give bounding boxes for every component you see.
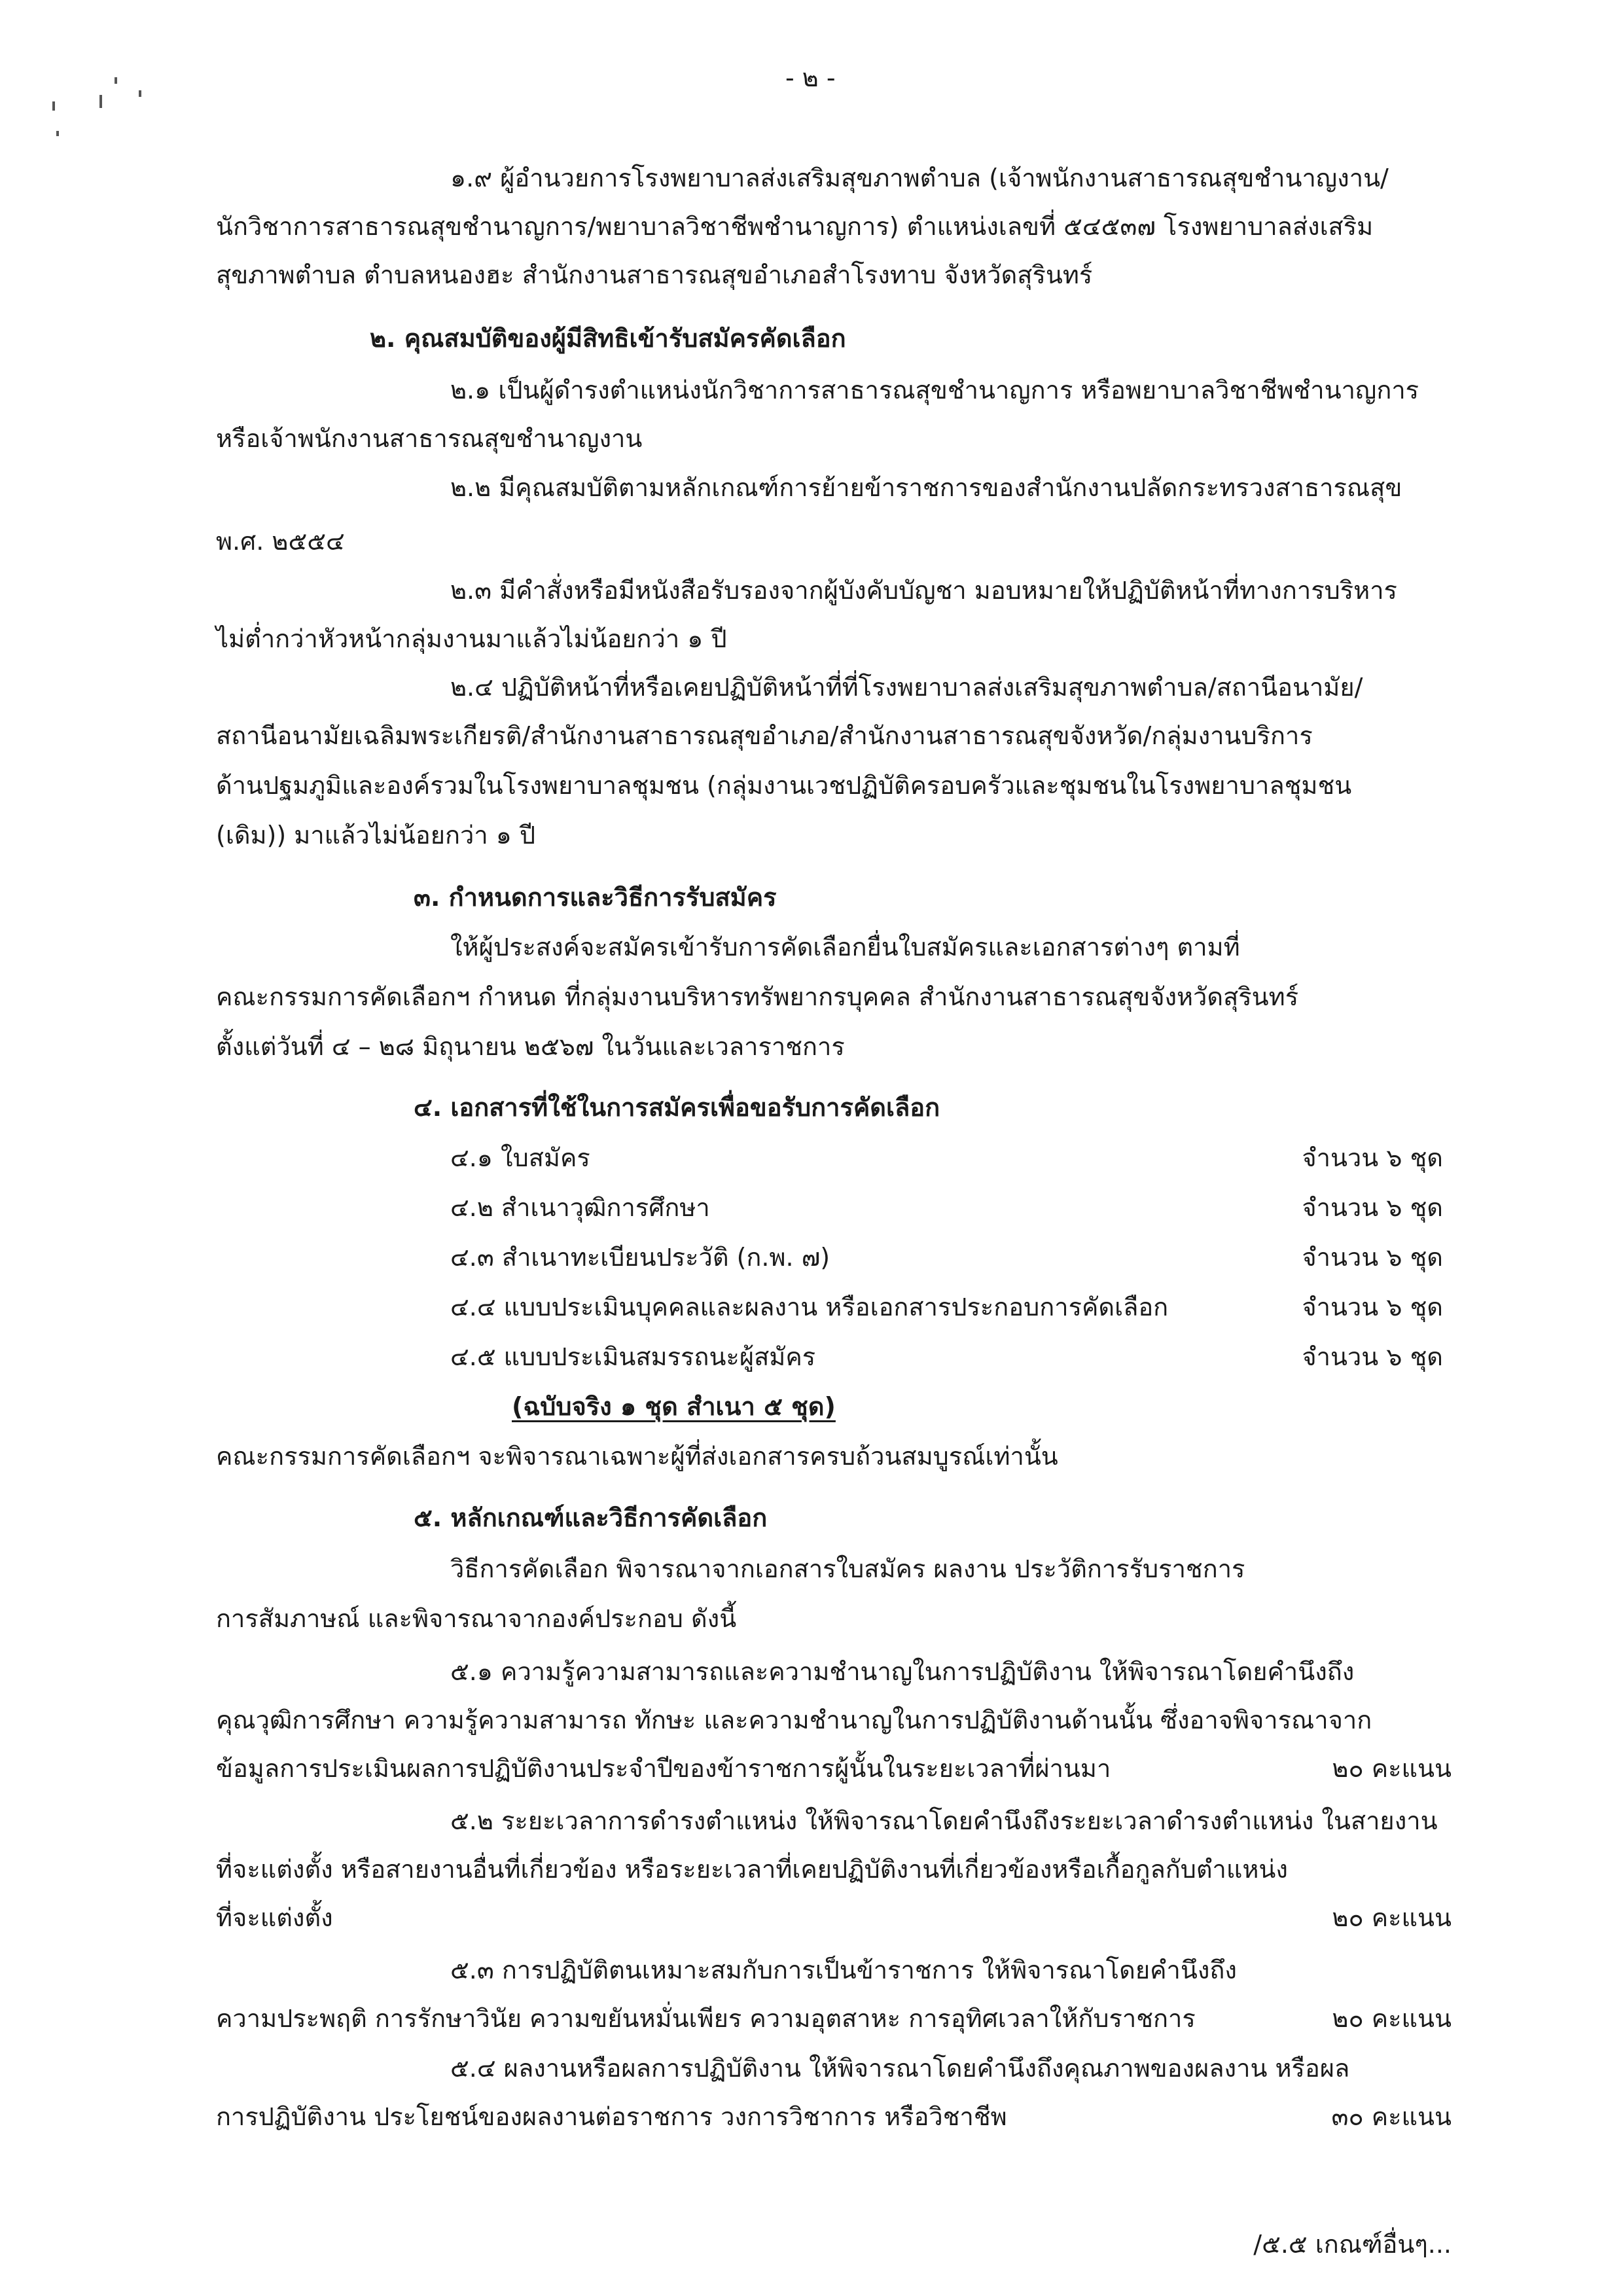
section-3-line2: คณะกรรมการคัดเลือกฯ กำหนด ที่กลุ่มงานบริหารทรัพยากรบุคคล สำนักงานสาธารณสุขจังหวัดสุรินทร์ <box>216 982 1299 1011</box>
criterion-5-4-line2: การปฏิบัติงาน ประโยชน์ของผลงานต่อราชการ วงการวิชาการ หรือวิชาชีพ <box>216 2102 1007 2131</box>
doc-item-label: ๔.๓ สำเนาทะเบียนประวัติ (ก.พ. ๗) <box>450 1243 830 1272</box>
doc-item-qty: จำนวน ๖ ชุด <box>1302 1193 1443 1222</box>
item-2-4-line2: สถานีอนามัยเฉลิมพระเกียรติ/สำนักงานสาธารณสุขอำเภอ/สำนักงานสาธารณสุขจังหวัด/กลุ่มงานบริการ <box>216 721 1313 750</box>
committee-note: คณะกรรมการคัดเลือกฯ จะพิจารณาเฉพาะผู้ที่ส่งเอกสารครบถ้วนสมบูรณ์เท่านั้น <box>216 1442 1058 1471</box>
item-2-1-line1: ๒.๑ เป็นผู้ดำรงตำแหน่งนักวิชาการสาธารณสุขชำนาญการ หรือพยาบาลวิชาชีพชำนาญการ <box>450 376 1419 404</box>
section-3-line3: ตั้งแต่วันที่ ๔ – ๒๘ มิถุนายน ๒๕๖๗ ในวันและเวลาราชการ <box>216 1032 845 1061</box>
item-2-4-line1: ๒.๔ ปฏิบัติหน้าที่หรือเคยปฏิบัติหน้าที่ที่โรงพยาบาลส่งเสริมสุขภาพตำบล/สถานีอนามัย/ <box>450 673 1363 702</box>
criterion-5-1-score: ๒๐ คะแนน <box>1332 1754 1452 1783</box>
criterion-5-3-line1: ๕.๓ การปฏิบัติตนเหมาะสมกับการเป็นข้าราชการ ให้พิจารณาโดยคำนึงถึง <box>450 1956 1237 1984</box>
doc-item-qty: จำนวน ๖ ชุด <box>1302 1293 1443 1321</box>
doc-item-label: ๔.๑ ใบสมัคร <box>450 1143 590 1172</box>
doc-item-label: ๔.๒ สำเนาวุฒิการศึกษา <box>450 1193 710 1222</box>
scan-artifact <box>115 77 117 84</box>
doc-item-qty: จำนวน ๖ ชุด <box>1302 1243 1443 1272</box>
doc-item-qty: จำนวน ๖ ชุด <box>1302 1342 1443 1371</box>
criterion-5-2-line2: ที่จะแต่งตั้ง หรือสายงานอื่นที่เกี่ยวข้อง หรือระยะเวลาที่เคยปฏิบัติงานที่เกี่ยวข้องหรือเกื้อกูลกับตำแหน่ง <box>216 1855 1288 1884</box>
scan-artifact <box>52 101 55 111</box>
continued-footer: /๕.๕ เกณฑ์อื่นๆ... <box>1253 2230 1452 2259</box>
criterion-5-3-score: ๒๐ คะแนน <box>1332 2004 1452 2033</box>
item-2-4-line4: (เดิม)) มาแล้วไม่น้อยกว่า ๑ ปี <box>216 821 536 850</box>
criterion-5-1-line3: ข้อมูลการประเมินผลการปฏิบัติงานประจำปีของข้าราชการผู้นั้นในระยะเวลาที่ผ่านมา <box>216 1754 1111 1783</box>
scan-artifact <box>56 131 59 136</box>
item-1-9-line3: สุขภาพตำบล ตำบลหนองฮะ สำนักงานสาธารณสุขอำเภอสำโรงทาบ จังหวัดสุรินทร์ <box>216 260 1093 289</box>
criterion-5-4-line1: ๕.๔ ผลงานหรือผลการปฏิบัติงาน ให้พิจารณาโดยคำนึงถึงคุณภาพของผลงาน หรือผล <box>450 2054 1350 2083</box>
item-2-3-line2: ไม่ต่ำกว่าหัวหน้ากลุ่มงานมาแล้วไม่น้อยกว่า ๑ ปี <box>216 624 727 653</box>
item-1-9-line1: ๑.๙ ผู้อำนวยการโรงพยาบาลส่งเสริมสุขภาพตำบล (เจ้าพนักงานสาธารณสุขชำนาญงาน/ <box>450 164 1389 192</box>
section-2-heading: ๒. คุณสมบัติของผู้มีสิทธิเข้ารับสมัครคัดเลือก <box>370 324 846 353</box>
doc-item-label: ๔.๔ แบบประเมินบุคคลและผลงาน หรือเอกสารประกอบการคัดเลือก <box>450 1293 1169 1321</box>
section-3-line1: ให้ผู้ประสงค์จะสมัครเข้ารับการคัดเลือกยื่นใบสมัครและเอกสารต่างๆ ตามที่ <box>450 933 1240 961</box>
criterion-5-2-line1: ๕.๒ ระยะเวลาการดำรงตำแหน่ง ให้พิจารณาโดยคำนึงถึงระยะเวลาดำรงตำแหน่ง ในสายงาน <box>450 1806 1438 1835</box>
section-4-heading: ๔. เอกสารที่ใช้ในการสมัครเพื่อขอรับการคัดเลือก <box>414 1093 940 1122</box>
item-1-9-line2: นักวิชาการสาธารณสุขชำนาญการ/พยาบาลวิชาชีพชำนาญการ) ตำแหน่งเลขที่ ๕๔๕๓๗ โรงพยาบาลส่งเสริม <box>216 212 1374 241</box>
criterion-5-1-line1: ๕.๑ ความรู้ความสามารถและความชำนาญในการปฏิบัติงาน ให้พิจารณาโดยคำนึงถึง <box>450 1657 1355 1686</box>
criterion-5-4-score: ๓๐ คะแนน <box>1331 2102 1452 2131</box>
item-2-2-line2: พ.ศ. ๒๕๕๔ <box>216 527 345 556</box>
section-3-heading: ๓. กำหนดการและวิธีการรับสมัคร <box>414 883 777 912</box>
criterion-5-2-score: ๒๐ คะแนน <box>1332 1903 1452 1932</box>
copies-note: (ฉบับจริง ๑ ชุด สำเนา ๕ ชุด) <box>512 1392 836 1421</box>
scan-artifact <box>139 90 141 97</box>
doc-item-label: ๔.๕ แบบประเมินสมรรถนะผู้สมัคร <box>450 1342 816 1371</box>
item-2-2-line1: ๒.๒ มีคุณสมบัติตามหลักเกณฑ์การย้ายข้าราชการของสำนักงานปลัดกระทรวงสาธารณสุข <box>450 473 1402 502</box>
item-2-1-line2: หรือเจ้าพนักงานสาธารณสุขชำนาญงาน <box>216 424 643 453</box>
criterion-5-2-line3: ที่จะแต่งตั้ง <box>216 1903 333 1932</box>
page-number: - ๒ - <box>785 63 836 92</box>
section-5-heading: ๕. หลักเกณฑ์และวิธีการคัดเลือก <box>414 1503 768 1532</box>
scan-artifact <box>99 95 102 108</box>
section-5-intro-line2: การสัมภาษณ์ และพิจารณาจากองค์ประกอบ ดังนี้ <box>216 1604 737 1633</box>
criterion-5-1-line2: คุณวุฒิการศึกษา ความรู้ความสามารถ ทักษะ และความชำนาญในการปฏิบัติงานด้านนั้น ซึ่งอาจพิจารณาจาก <box>216 1706 1372 1734</box>
item-2-4-line3: ด้านปฐมภูมิและองค์รวมในโรงพยาบาลชุมชน (กลุ่มงานเวชปฏิบัติครอบครัวและชุมชนในโรงพยาบาลชุมชน <box>216 771 1352 800</box>
section-5-intro-line1: วิธีการคัดเลือก พิจารณาจากเอกสารใบสมัคร ผลงาน ประวัติการรับราชการ <box>450 1554 1245 1583</box>
doc-item-qty: จำนวน ๖ ชุด <box>1302 1143 1443 1172</box>
item-2-3-line1: ๒.๓ มีคำสั่งหรือมีหนังสือรับรองจากผู้บังคับบัญชา มอบหมายให้ปฏิบัติหน้าที่ทางการบริหาร <box>450 576 1397 605</box>
criterion-5-3-line2: ความประพฤติ การรักษาวินัย ความขยันหมั่นเพียร ความอุตสาหะ การอุทิศเวลาให้กับราชการ <box>216 2004 1196 2033</box>
